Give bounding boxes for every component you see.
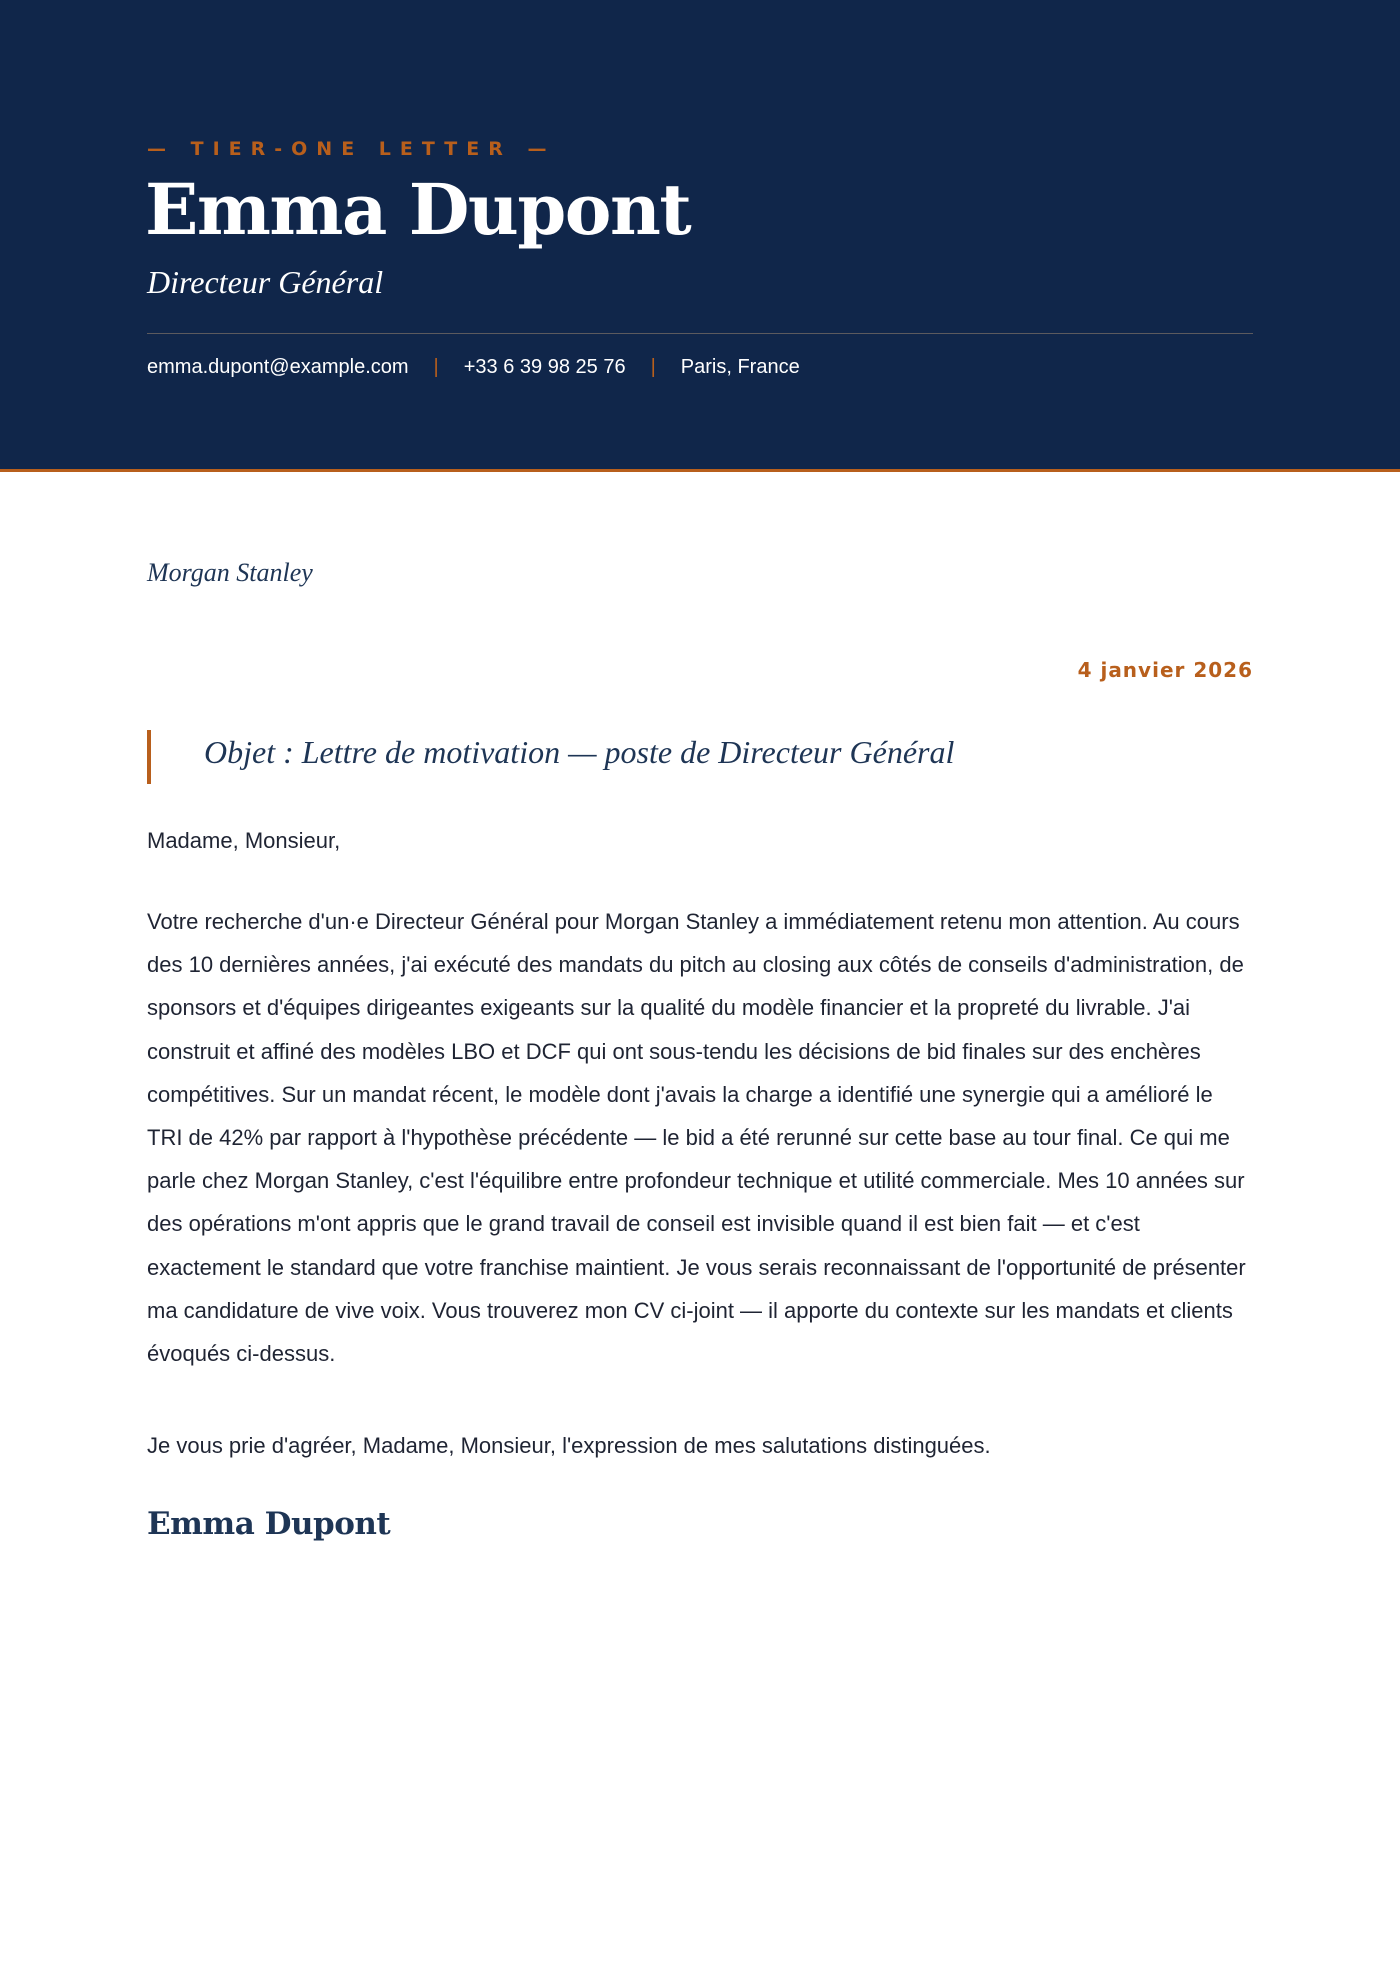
subject-line: Objet : Lettre de motivation — poste de Directeur Général (204, 734, 955, 770)
sender-role: Directeur Général (147, 264, 384, 300)
contact-phone[interactable]: +33 6 39 98 25 76 (463, 355, 626, 378)
sender-name: Emma Dupont (145, 168, 691, 251)
contact-line (147, 352, 800, 382)
header-divider (147, 333, 1253, 334)
letter-date: 4 janvier 2026 (1077, 658, 1253, 682)
contact-location: Paris, France (680, 355, 800, 378)
letter-body: Votre recherche d'un·e Directeur Général pour Morgan Stanley a immédiatement retenu mon attention. Au cours des 10 dernières années, j'ai exécuté des mandats du pitch au closing aux côtés de conseils d'administration, de sponsors et d'équipes dirigeantes exigeants sur la qualité du modèle financier et la propreté du livrable. J'ai construit et affiné des modèles LBO et DCF qui ont sous-tendu les décisions de bid finales sur des enchères compétitives. Sur un mandat récent, le modèle dont j'avais la charge a identifié une synergie qui a amélioré le TRI de 42% par rapport à l'hypothèse précédente — le bid a été rerunné sur cette base au tour final. Ce qui me parle chez Morgan Stanley, c'est l'équilibre entre profondeur technique et utilité commerciale. Mes 10 années sur des opérations m'ont appris que le grand travail de conseil est invisible quand il est bien fait — et c'est exactement le standard que votre franchise maintient. Je vous serais reconnaissant de l'opportunité de présenter ma candidature de vive voix. Vous trouverez mon CV ci-joint — il apporte du contexte sur les mandats et clients évoqués ci-dessus. (147, 909, 1246, 1367)
subject-block (147, 730, 1253, 784)
recipient-company: Morgan Stanley (147, 558, 313, 587)
signature-name: Emma Dupont (147, 1506, 391, 1542)
letter-eyebrow: — TIER-ONE LETTER — (147, 138, 556, 160)
contact-separator: | (433, 355, 439, 378)
contact-separator: | (650, 355, 656, 378)
salutation: Madame, Monsieur, (147, 828, 341, 853)
closing-formula: Je vous prie d'agréer, Madame, Monsieur, l'expression de mes salutations distinguées. (147, 1433, 991, 1458)
letterhead-banner (0, 0, 1400, 472)
contact-email[interactable]: emma.dupont@example.com (147, 355, 409, 378)
